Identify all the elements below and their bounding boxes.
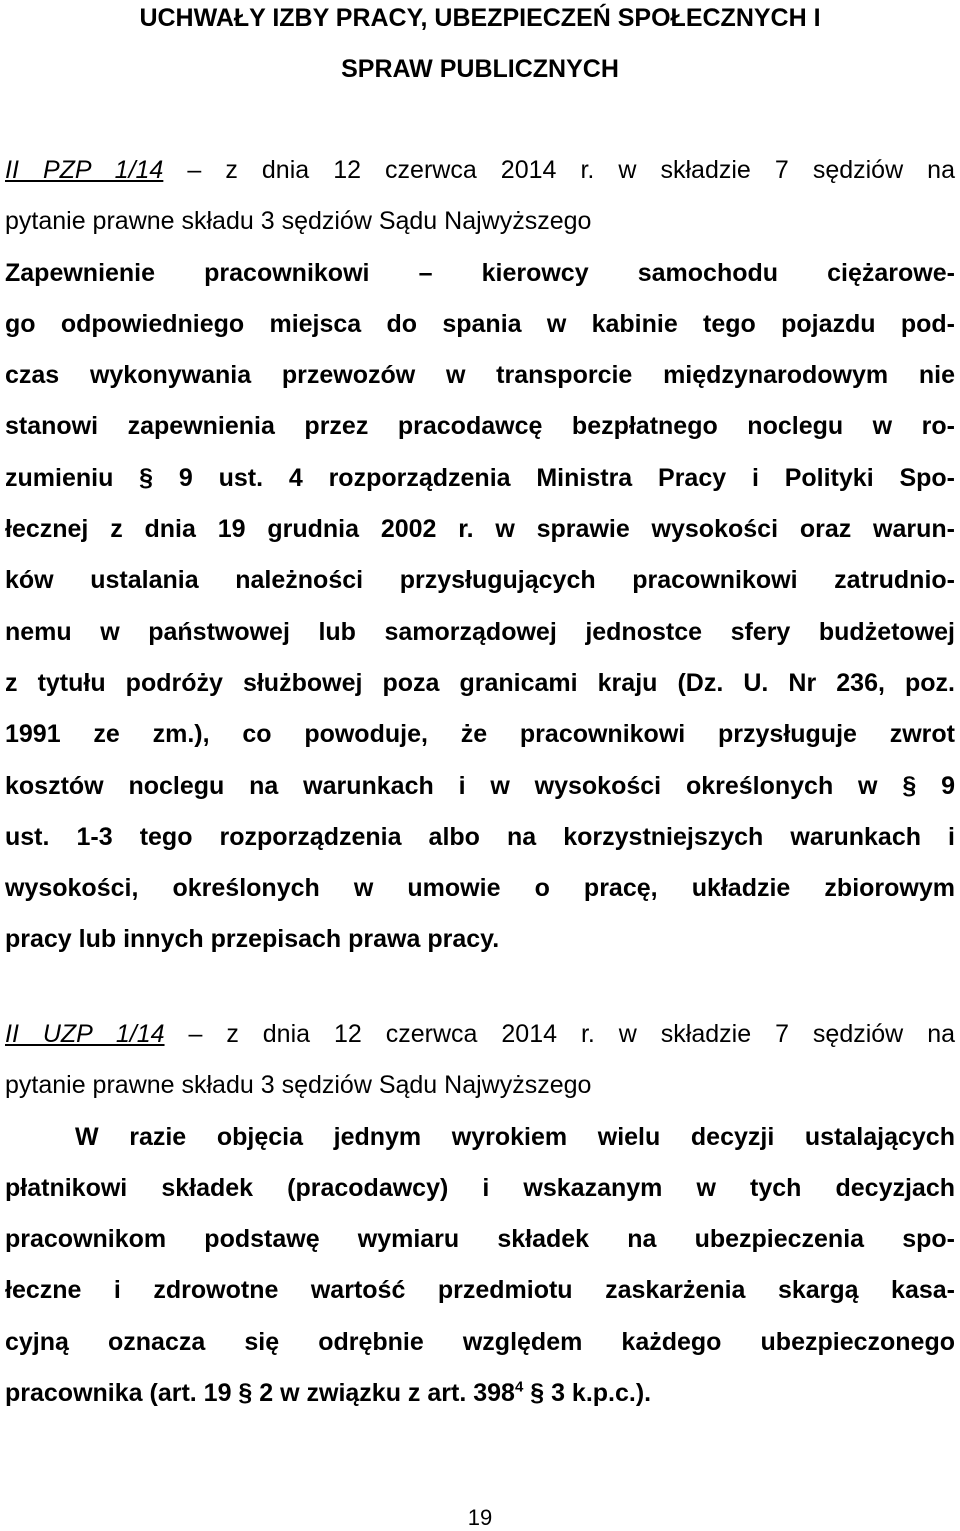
text-line: płatnikowi składek (pracodawcy) i wskazanym w tych decyzjach [5, 1173, 955, 1202]
case-signature: II PZP 1/14 [5, 156, 164, 184]
text-line: – z dnia 12 czerwca 2014 r. w składzie 7 sędziów na [163, 156, 955, 184]
text-line: 1991 ze zm.), co powoduje, że pracownikowi przysługuje zwrot [5, 720, 955, 749]
text-line: Zapewnienie pracownikowi – kierowcy samochodu ciężarowe- [5, 258, 955, 287]
text-line: – z dnia 12 czerwca 2014 r. w składzie 7 sędziów na [164, 1020, 955, 1048]
page-number: 19 [467, 1505, 493, 1530]
text-line: kosztów noclegu na warunkach i w wysokości określonych w § 9 [5, 771, 955, 800]
text-line: pracownikom podstawę wymiaru składek na ubezpieczenia spo- [5, 1225, 955, 1254]
superscript: 4 [514, 1378, 524, 1396]
text-line: z tytułu podróży służbowej poza granicami kraju (Dz. U. Nr 236, poz. [5, 668, 955, 697]
resolution-ii-uzp-1-14 [5, 1009, 955, 1419]
case-signature: II UZP 1/14 [5, 1020, 165, 1048]
resolution-ii-pzp-1-14 [5, 145, 955, 966]
text-line: cyjną oznacza się odrębnie względem każdego ubezpieczonego [5, 1327, 955, 1356]
text-line: pytanie prawne składu 3 sędziów Sądu Najwyższego [5, 1071, 592, 1100]
text-line: nemu w państwowej lub samorządowej jednostce sfery budżetowej [5, 617, 955, 646]
resolution-header-line [5, 1009, 955, 1060]
text-line: stanowi zapewnienia przez pracodawcę bezpłatnego noclegu w ro- [5, 412, 955, 441]
text-line: czas wykonywania przewozów w transporcie międzynarodowym nie [5, 361, 955, 390]
text-fragment: § 3 k.p.c.). [523, 1379, 652, 1408]
text-fragment: pracownika (art. 19 § 2 w związku z art. 398 [5, 1379, 515, 1408]
section-heading-line-2: SPRAW PUBLICZNYCH [341, 55, 619, 83]
text-line: zumieniu § 9 ust. 4 rozporządzenia Ministra Pracy i Polityki Spo- [5, 463, 955, 492]
text-line: W razie objęcia jednym wyrokiem wielu decyzji ustalających [75, 1122, 955, 1151]
text-line: łecznej z dnia 19 grudnia 2002 r. w sprawie wysokości oraz warun- [5, 515, 955, 544]
text-line: wysokości, określonych w umowie o pracę, układzie zbiorowym [5, 874, 955, 903]
text-line: ków ustalania należności przysługujących pracownikowi zatrudnio- [5, 566, 955, 595]
text-line: ust. 1-3 tego rozporządzenia albo na korzystniejszych warunkach i [5, 822, 955, 851]
text-line: go odpowiedniego miejsca do spania w kabinie tego pojazdu pod- [5, 309, 955, 338]
text-line: łeczne i zdrowotne wartość przedmiotu zaskarżenia skargą kasa- [5, 1276, 955, 1305]
section-heading-line-1: UCHWAŁY IZBY PRACY, UBEZPIECZEŃ SPOŁECZNYCH I [139, 4, 821, 32]
text-line: pracy lub innych przepisach prawa pracy. [5, 925, 500, 954]
resolution-header-line [5, 145, 955, 196]
text-line: pytanie prawne składu 3 sędziów Sądu Najwyższego [5, 207, 592, 236]
text-line-final [5, 1368, 955, 1419]
